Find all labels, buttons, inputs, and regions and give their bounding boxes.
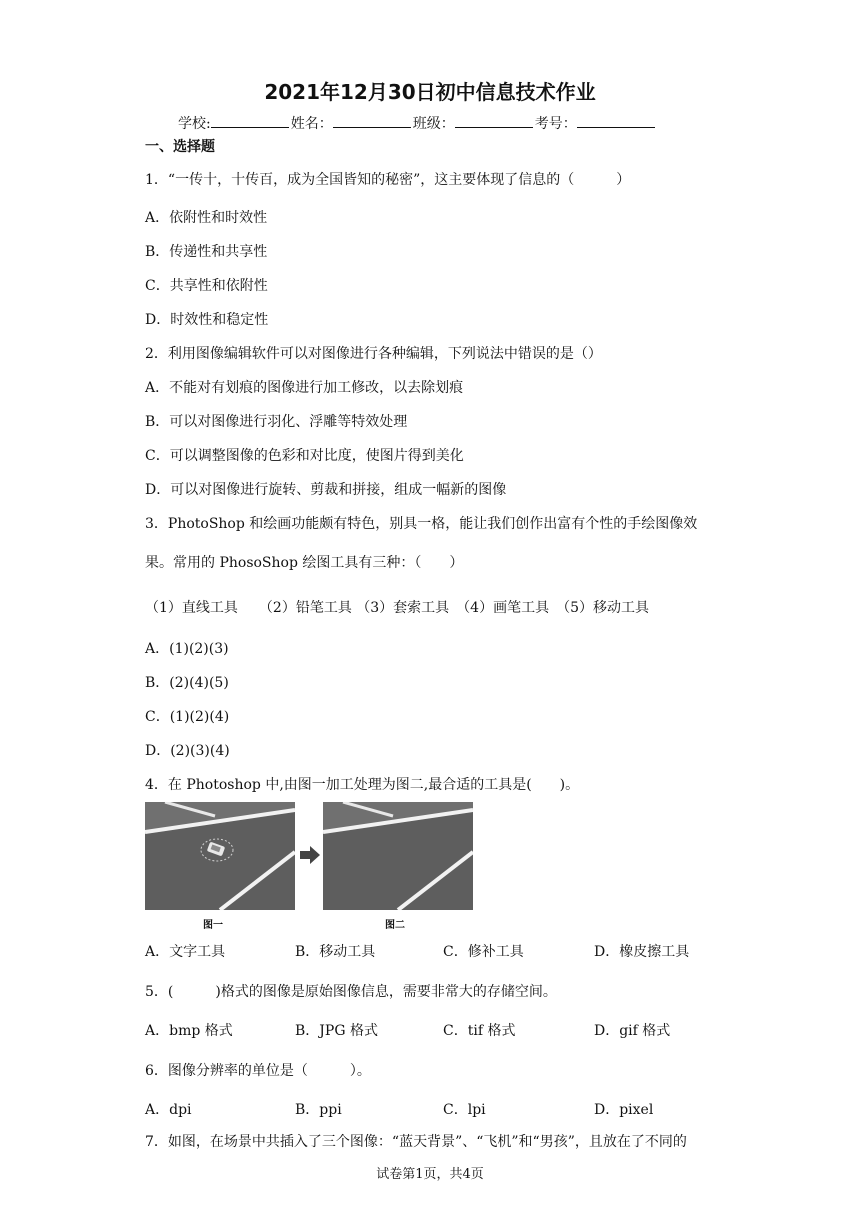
figure-1-image [145,802,295,910]
question-4-option-c: C．修补工具 [443,944,524,960]
question-4-figure [145,802,475,932]
question-1-option-b: B．传递性和共享性 [145,244,268,260]
page-footer: 试卷第1页，共4页 [376,1167,484,1182]
question-4-option-a: A．文字工具 [145,944,226,960]
question-3-tools: （1）直线工具 （2）铅笔工具 （3）套索工具 （4）画笔工具 （5）移动工具 [145,600,649,616]
student-info-line [178,113,657,133]
question-5-option-c: C．tif 格式 [443,1023,516,1039]
question-1-stem: 1．“一传十，十传百，成为全国皆知的秘密”，这主要体现了信息的（ ） [145,172,631,188]
question-6-option-d: D．pixel [594,1102,654,1118]
exam-no-blank [577,113,655,128]
question-2-option-a: A．不能对有划痕的图像进行加工修改，以去除划痕 [145,380,464,396]
exam-no-label: 考号： [534,116,577,132]
section-heading: 一、选择题 [145,139,215,155]
question-6-stem: 6．图像分辨率的单位是（ ）。 [145,1063,371,1079]
question-3-option-c: C．(1)(2)(4) [145,709,230,725]
question-1-option-a: A．依附性和时效性 [145,210,268,226]
question-6-option-b: B．ppi [295,1102,342,1118]
question-3-stem-line1: 3．PhotoShop 和绘画功能颇有特色，别具一格，能让我们创作出富有个性的手绘图像效 [145,516,698,532]
figure-1-caption: 图一 [203,920,223,931]
question-5-stem: 5．( )格式的图像是原始图像信息，需要非常大的存储空间。 [145,984,557,1000]
question-2-stem: 2．利用图像编辑软件可以对图像进行各种编辑，下列说法中错误的是（） [145,346,602,362]
question-6-option-c: C．lpi [443,1102,486,1118]
question-1-option-d: D．时效性和稳定性 [145,312,269,328]
question-2-option-c: C．可以调整图像的色彩和对比度，使图片得到美化 [145,448,464,464]
class-blank [455,113,533,128]
page-title: 2021年12月30日初中信息技术作业 [264,80,596,104]
name-label: 姓名： [290,116,333,132]
question-2-option-d: D．可以对图像进行旋转、剪裁和拼接，组成一幅新的图像 [145,482,507,498]
school-label: 学校: [178,116,211,132]
question-7-stem: 7．如图，在场景中共插入了三个图像：“蓝天背景”、“飞机”和“男孩”，且放在了不同的 [145,1134,687,1150]
name-blank [333,113,411,128]
question-3-stem-line2: 果。常用的 PhosoShop 绘图工具有三种：（ ） [145,555,464,571]
question-4-stem: 4．在 Photoshop 中,由图一加工处理为图二,最合适的工具是( )。 [145,777,580,793]
question-5-option-a: A．bmp 格式 [145,1023,233,1039]
question-4-option-b: B．移动工具 [295,944,376,960]
question-3-option-a: A．(1)(2)(3) [145,641,229,657]
question-5-option-b: B．JPG 格式 [295,1023,378,1039]
question-6-option-a: A．dpi [145,1102,192,1118]
question-2-option-b: B．可以对图像进行羽化、浮雕等特效处理 [145,414,408,430]
school-blank [211,113,289,128]
arrow-right-icon [300,846,320,868]
question-1-option-c: C．共享性和依附性 [145,278,268,294]
question-3-option-b: B．(2)(4)(5) [145,675,229,691]
class-label: 班级： [412,116,455,132]
question-5-option-d: D．gif 格式 [594,1023,671,1039]
figure-2-caption: 图二 [385,920,405,931]
figure-2-image [323,802,473,910]
question-4-option-d: D．橡皮擦工具 [594,944,690,960]
question-3-option-d: D．(2)(3)(4) [145,743,230,759]
